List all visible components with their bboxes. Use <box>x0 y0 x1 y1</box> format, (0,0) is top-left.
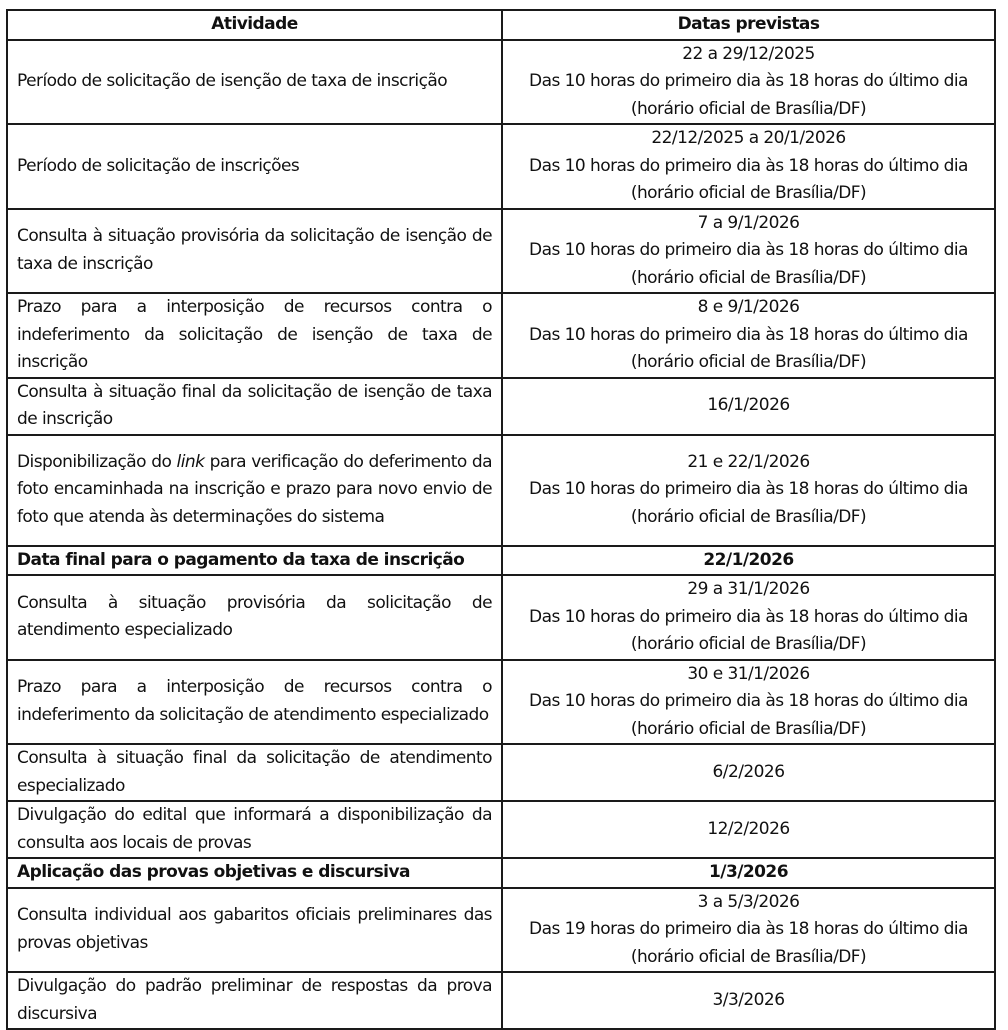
activity-cell: Prazo para a interposição de recursos contra o indeferimento da solicitação de atendimento especializado <box>7 660 502 745</box>
table-row <box>7 801 995 858</box>
date-cell <box>502 435 995 546</box>
table-row <box>7 744 995 801</box>
date-cell <box>502 124 995 209</box>
table-row <box>7 888 995 973</box>
schedule-table <box>6 9 996 1030</box>
date-value: 8 e 9/1/2026 <box>697 297 800 317</box>
header-dates: Datas previstas <box>502 10 995 40</box>
table-row <box>7 40 995 125</box>
hours-note: Das 10 horas do primeiro dia às 18 horas do último dia (horário oficial de Brasília/DF) <box>529 606 968 654</box>
date-value: 29 a 31/1/2026 <box>687 579 810 599</box>
date-value: 21 e 22/1/2026 <box>687 451 810 472</box>
table-row-highlight <box>7 858 995 888</box>
date-cell <box>502 546 995 576</box>
activity-text: para verificação do deferimento da foto encaminhada na inscrição e prazo para novo envio de foto que atenda às determinações do sistema <box>17 451 493 527</box>
hours-note: Das 10 horas do primeiro dia às 18 horas do último dia (horário oficial de Brasília/DF) <box>529 324 968 372</box>
table-row <box>7 972 995 1029</box>
table-row <box>7 293 995 378</box>
table-row <box>7 435 995 546</box>
date-cell <box>502 209 995 294</box>
table-row <box>7 575 995 660</box>
date-value: 1/3/2026 <box>709 862 788 882</box>
hours-note: Das 19 horas do primeiro dia às 18 horas do último dia (horário oficial de Brasília/DF) <box>529 919 968 967</box>
date-value: 30 e 31/1/2026 <box>687 663 810 684</box>
date-cell <box>502 660 995 745</box>
activity-cell: Divulgação do edital que informará a disponibilização da consulta aos locais de provas <box>7 801 502 858</box>
activity-cell: Consulta individual aos gabaritos oficiais preliminares das provas objetivas <box>7 888 502 973</box>
activity-cell: Período de solicitação de isenção de taxa de inscrição <box>7 40 502 125</box>
date-value: 3 a 5/3/2026 <box>697 891 800 912</box>
date-value: 22/1/2026 <box>703 549 794 570</box>
table-header-row <box>7 10 995 40</box>
activity-cell: Consulta à situação final da solicitação de isenção de taxa de inscrição <box>7 378 502 435</box>
activity-cell: Aplicação das provas objetivas e discursiva <box>7 858 502 888</box>
table-row <box>7 209 995 294</box>
activity-text: Disponibilização do <box>17 451 177 472</box>
date-value: 6/2/2026 <box>712 761 785 782</box>
hours-note: Das 10 horas do primeiro dia às 18 horas do último dia (horário oficial de Brasília/DF) <box>529 71 968 119</box>
date-value: 3/3/2026 <box>712 989 785 1010</box>
header-activity: Atividade <box>7 10 502 40</box>
activity-cell: Prazo para a interposição de recursos contra o indeferimento da solicitação de isenção de taxa de inscrição <box>7 293 502 378</box>
table-row <box>7 378 995 435</box>
date-cell <box>502 40 995 125</box>
date-cell <box>502 293 995 378</box>
activity-cell: Consulta à situação final da solicitação de atendimento especializado <box>7 744 502 801</box>
activity-cell: Data final para o pagamento da taxa de inscrição <box>7 546 502 576</box>
hours-note: Das 10 horas do primeiro dia às 18 horas do último dia (horário oficial de Brasília/DF) <box>529 479 968 527</box>
date-value: 22 a 29/12/2025 <box>682 43 815 64</box>
date-cell <box>502 378 995 435</box>
activity-cell: Consulta à situação provisória da solicitação de isenção de taxa de inscrição <box>7 209 502 294</box>
activity-cell <box>7 435 502 546</box>
table-row-highlight <box>7 546 995 576</box>
date-cell <box>502 858 995 888</box>
date-cell <box>502 744 995 801</box>
table-row <box>7 660 995 745</box>
hours-note: Das 10 horas do primeiro dia às 18 horas do último dia (horário oficial de Brasília/DF) <box>529 240 968 288</box>
date-cell <box>502 972 995 1029</box>
activity-cell: Divulgação do padrão preliminar de respostas da prova discursiva <box>7 972 502 1029</box>
hours-note: Das 10 horas do primeiro dia às 18 horas do último dia (horário oficial de Brasília/DF) <box>529 155 968 203</box>
table-row <box>7 124 995 209</box>
date-value: 22/12/2025 a 20/1/2026 <box>651 128 846 148</box>
activity-cell: Consulta à situação provisória da solicitação de atendimento especializado <box>7 575 502 660</box>
date-value: 7 a 9/1/2026 <box>697 212 800 233</box>
hours-note: Das 10 horas do primeiro dia às 18 horas do último dia (horário oficial de Brasília/DF) <box>529 691 968 739</box>
activity-cell: Período de solicitação de inscrições <box>7 124 502 209</box>
date-value: 12/2/2026 <box>707 818 790 839</box>
date-cell <box>502 801 995 858</box>
date-cell <box>502 575 995 660</box>
date-cell <box>502 888 995 973</box>
activity-italic-term: link <box>176 451 205 472</box>
date-value: 16/1/2026 <box>707 395 790 416</box>
